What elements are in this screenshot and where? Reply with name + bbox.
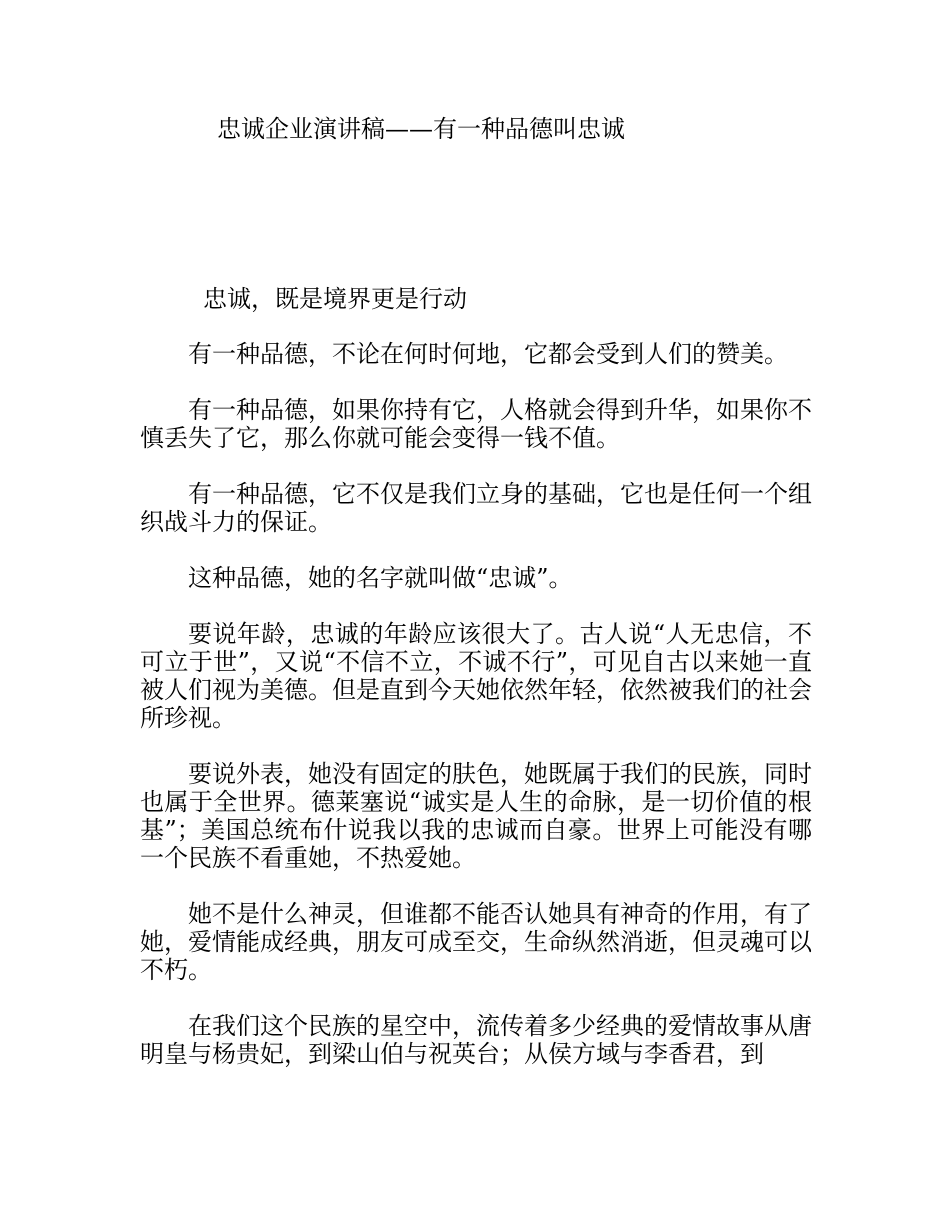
paragraph-5: 要说年龄，忠诚的年龄应该很大了。古人说“人无忠信，不可立于世”，又说“不信不立，不诚不行”，可见自古以来她一直被人们视为美德。但是直到今天她依然年轻，依然被我们的社会所珍视。 xyxy=(140,620,812,732)
paragraph-2: 有一种品德，如果你持有它，人格就会得到升华，如果你不慎丢失了它，那么你就可能会变得一钱不值。 xyxy=(140,396,812,452)
paragraph-3: 有一种品德，它不仅是我们立身的基础，它也是任何一个组织战斗力的保证。 xyxy=(140,480,812,536)
paragraph-8: 在我们这个民族的星空中，流传着多少经典的爱情故事从唐明皇与杨贵妃，到梁山伯与祝英台；从侯方域与李香君，到 xyxy=(140,1012,812,1068)
document-title: 忠诚企业演讲稿——有一种品德叫忠诚 xyxy=(217,115,625,143)
paragraph-6: 要说外表，她没有固定的肤色，她既属于我们的民族，同时也属于全世界。德莱塞说“诚实是人生的命脉，是一切价值的根基”；美国总统布什说我以我的忠诚而自豪。世界上可能没有哪一个民族不看重她，不热爱她。 xyxy=(140,760,812,872)
paragraph-1: 有一种品德，不论在何时何地，它都会受到人们的赞美。 xyxy=(188,340,788,368)
paragraph-4: 这种品德，她的名字就叫做“忠诚”。 xyxy=(188,564,573,592)
document-subtitle: 忠诚，既是境界更是行动 xyxy=(203,285,467,313)
paragraph-7: 她不是什么神灵，但谁都不能否认她具有神奇的作用，有了她，爱情能成经典，朋友可成至交，生命纵然消逝，但灵魂可以不朽。 xyxy=(140,900,812,984)
document-body xyxy=(140,340,812,1096)
